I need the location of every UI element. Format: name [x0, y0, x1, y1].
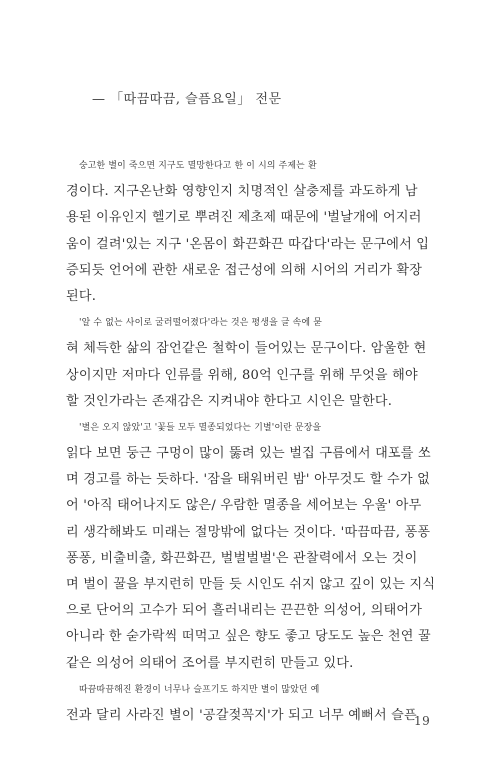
essay-body [66, 153, 446, 729]
text-line: 으로 단어의 고수가 되어 흘러내리는 끈끈한 의성어, 의태어가 [66, 603, 423, 619]
text-line: 용된 이유인지 헬기로 뿌려진 제초제 때문에 '벌날개에 어지러 [66, 210, 422, 226]
paragraph [66, 415, 446, 677]
text-line: '알 수 없는 사이로 굴러떨어졌다'라는 것은 평생을 글 속에 묻 [79, 318, 323, 329]
text-line: 움이 걸려'있는 지구 '온몸이 화끈화끈 따갑다'라는 문구에서 입 [66, 236, 430, 252]
page-number: 19 [414, 714, 431, 728]
text-line: 같은 의성어 의태어 조어를 부지런히 만들고 있다. [66, 655, 354, 671]
text-line: 전과 달리 사라진 별이 '공갈젖꼭지'가 되고 너무 예뻐서 슬픈 [66, 707, 417, 723]
paragraph [66, 310, 446, 415]
text-line: 경이다. 지구온난화 영향인지 치명적인 살충제를 과도하게 남 [66, 184, 418, 200]
text-line: 읽다 보면 둥근 구멍이 많이 뚫려 있는 벌집 구름에서 대포를 쏘 [66, 446, 431, 462]
paragraph [66, 677, 446, 729]
text-line: 증되듯 언어에 관한 새로운 접근성에 의해 시어의 거리가 확장 [66, 262, 423, 278]
text-line: 며 벌이 꿀을 부지런히 만들 듯 시인도 쉬지 않고 깊이 있는 지식 [66, 577, 436, 592]
text-line: 상이지만 저마다 인류를 위해, 80억 인구를 위해 무엇을 해야 [66, 367, 418, 383]
text-line: 리 생각해봐도 미래는 절망밖에 없다는 것이다. '따끔따끔, 퐁퐁 [66, 524, 431, 540]
paragraph [66, 153, 446, 310]
text-line: '별은 오지 않았'고 '꽃들 모두 멸종되었다는 기별'이란 문장을 [79, 422, 322, 433]
text-line: 숭고한 별이 죽으면 지구도 멸망한다고 한 이 시의 주제는 환 [79, 161, 317, 171]
text-line: 어 '아직 태어나지도 않은/ 우람한 멸종을 세어보는 우울' 아무 [66, 498, 422, 514]
text-line: 된다. [66, 288, 97, 304]
text-line: 며 경고를 하는 듯하다. '잠을 태워버린 밤' 아무것도 할 수가 없 [66, 472, 430, 488]
text-line: 따끔따끔해진 환경이 너무나 슬프기도 하지만 별이 많았던 예 [79, 684, 320, 695]
poem-source-citation: — 「따끔따끔, 슬픔요일」 전문 [92, 92, 282, 107]
text-line: 퐁퐁, 비출비출, 화끈화끈, 벌벌벌벌'은 관찰력에서 오는 것이 [66, 550, 418, 566]
text-line: 아니라 한 숟가락씩 떠먹고 싶은 향도 좋고 당도도 높은 천연 꿀 [66, 629, 431, 645]
text-line: 할 것인가라는 존재감은 지켜내야 한다고 시인은 말한다. [66, 393, 393, 409]
text-line: 혀 체득한 삶의 잠언같은 철학이 들어있는 문구이다. 암울한 현 [66, 341, 427, 357]
